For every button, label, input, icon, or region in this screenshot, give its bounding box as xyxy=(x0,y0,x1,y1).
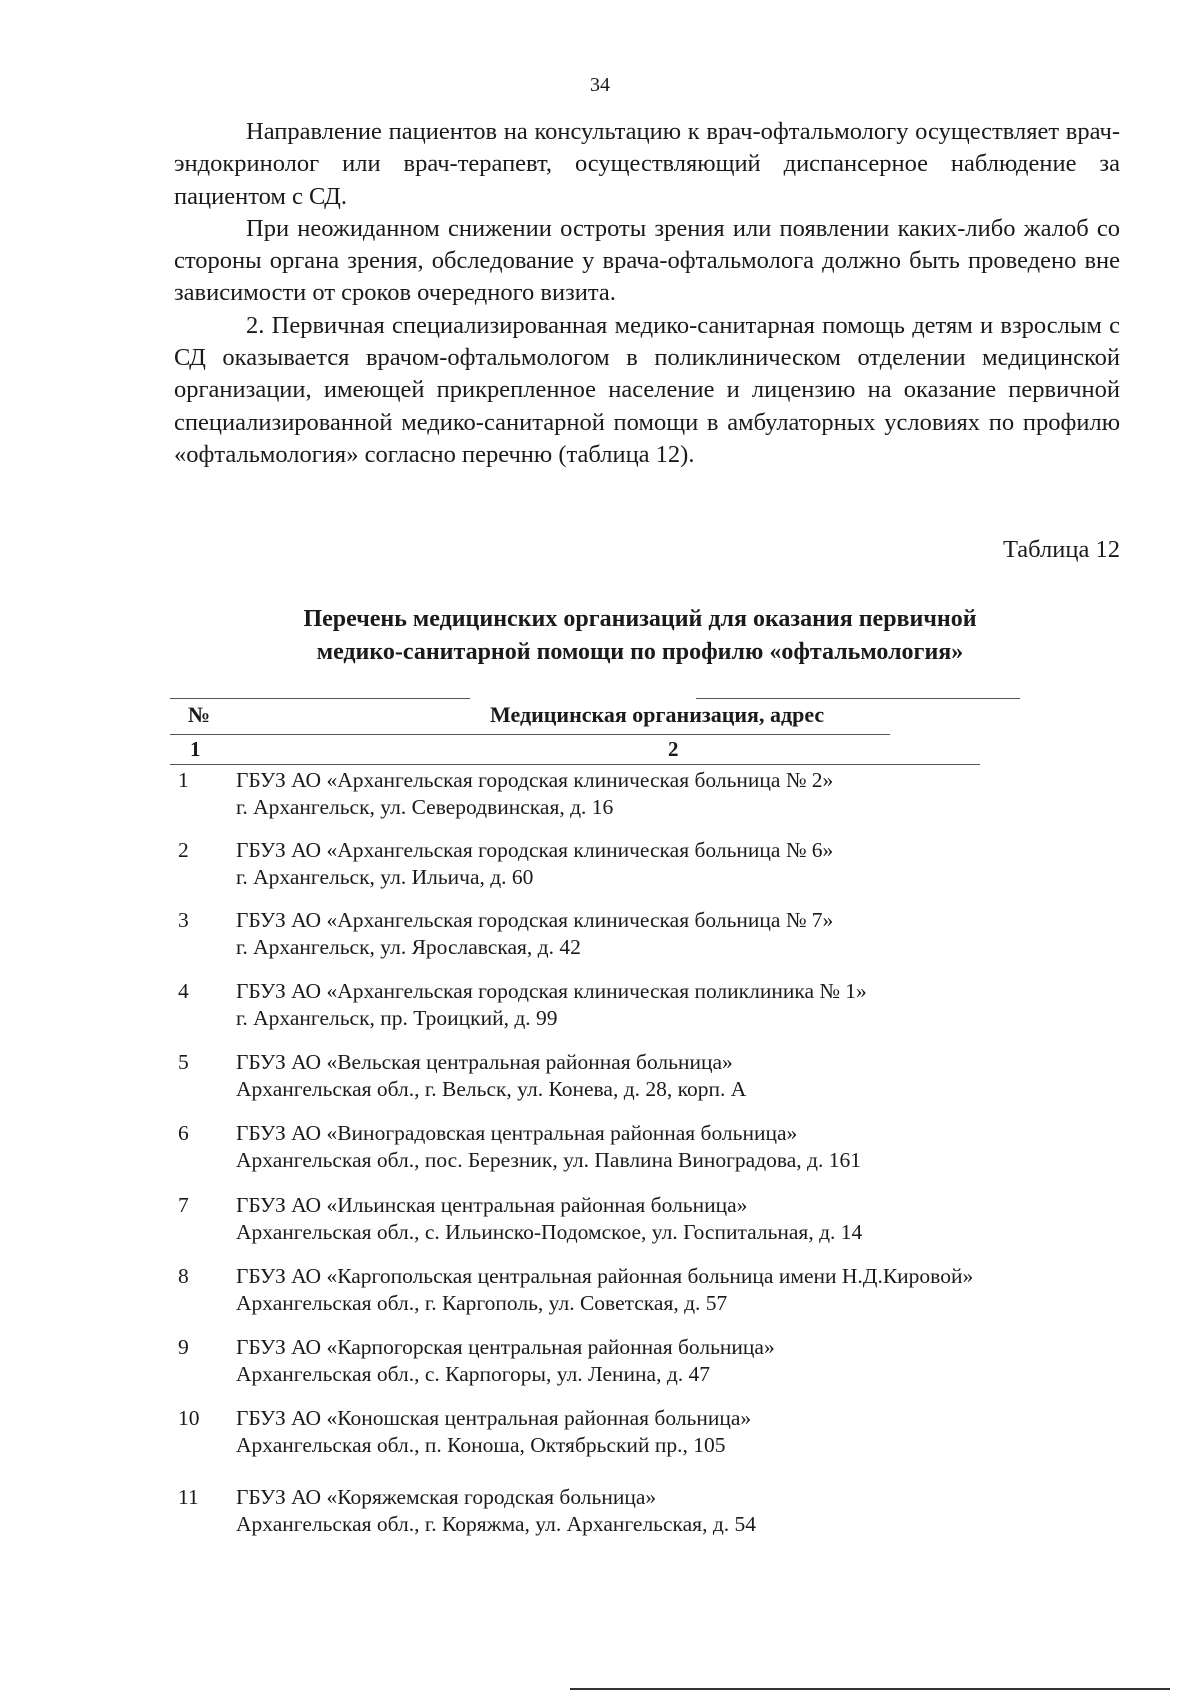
paragraph-referral: Направление пациентов на консультацию к врач-офтальмологу осуществляет врач-эндокринолог или врач-терапевт, осуществляющий диспансерное наблюдение за пациентом с СД. xyxy=(174,118,1120,210)
org-name: ГБУЗ АО «Архангельская городская клиническая поликлиника № 1» xyxy=(236,979,867,1003)
table-caption: Таблица 12 xyxy=(1002,536,1120,563)
header-row xyxy=(170,698,1020,734)
row-organization xyxy=(236,1192,862,1246)
row-number: 9 xyxy=(178,1335,189,1359)
org-address: г. Архангельск, ул. Северодвинская, д. 16 xyxy=(236,795,614,819)
org-name: ГБУЗ АО «Коношская центральная районная больница» xyxy=(236,1406,752,1430)
org-name: ГБУЗ АО «Ильинская центральная районная больница» xyxy=(236,1193,748,1217)
row-number: 10 xyxy=(178,1406,200,1430)
index-bottom-rule xyxy=(170,764,980,765)
row-number: 3 xyxy=(178,908,189,932)
org-address: г. Архангельск, ул. Ярославская, д. 42 xyxy=(236,935,581,959)
row-number: 7 xyxy=(178,1193,189,1217)
table-title-line-1: Перечень медицинских организаций для оказания первичной xyxy=(303,606,977,632)
table-header xyxy=(170,698,1020,764)
index-row xyxy=(170,734,1020,764)
row-organization xyxy=(236,767,833,821)
row-organization xyxy=(236,1049,746,1103)
body-text xyxy=(174,116,1120,471)
paragraph-primary-care: 2. Первичная специализированная медико-санитарная помощь детям и взрослым с СД оказывается врачом-офтальмологом в поликлиническом отделении медицинской организации, имеющей прикрепленное население и лицензию на оказание первичной специализированной медико-санитарной помощи в амбулаторных условиях по профилю «офтальмология» согласно перечню (таблица 12). xyxy=(174,311,1120,468)
row-number: 4 xyxy=(178,979,189,1003)
org-name: ГБУЗ АО «Коряжемская городская больница» xyxy=(236,1485,657,1509)
row-organization xyxy=(236,1484,756,1538)
org-address: Архангельская обл., пос. Березник, ул. Павлина Виноградова, д. 161 xyxy=(236,1148,861,1172)
org-address: Архангельская обл., г. Коряжма, ул. Архангельская, д. 54 xyxy=(236,1512,757,1536)
paragraph-sudden-vision-loss: При неожиданном снижении остроты зрения или появлении каких-либо жалоб со стороны органа зрения, обследование у врача-офтальмолога должно быть проведено вне зависимости от сроков очередного визита. xyxy=(174,214,1120,307)
org-name: ГБУЗ АО «Вельская центральная районная больница» xyxy=(236,1050,733,1074)
index-number: 1 xyxy=(190,737,201,761)
org-name: ГБУЗ АО «Архангельская городская клиническая больница № 2» xyxy=(236,768,834,792)
row-number: 5 xyxy=(178,1050,189,1074)
org-address: Архангельская обл., г. Вельск, ул. Конева, д. 28, корп. А xyxy=(236,1077,747,1101)
header-number: № xyxy=(188,702,211,727)
row-organization xyxy=(236,1263,973,1317)
row-organization xyxy=(236,907,833,961)
row-organization xyxy=(236,1334,775,1388)
page-number: 34 xyxy=(590,74,610,96)
org-address: Архангельская обл., п. Коноша, Октябрьский пр., 105 xyxy=(236,1433,726,1457)
org-name: ГБУЗ АО «Виноградовская центральная районная больница» xyxy=(236,1121,798,1145)
table-title-line-2: медико-санитарной помощи по профилю «офтальмология» xyxy=(316,639,964,665)
row-number: 1 xyxy=(178,768,189,792)
org-name: ГБУЗ АО «Архангельская городская клиническая больница № 7» xyxy=(236,908,834,932)
row-number: 8 xyxy=(178,1264,189,1288)
row-number: 11 xyxy=(178,1485,199,1509)
row-organization xyxy=(236,1120,861,1174)
org-address: Архангельская обл., с. Карпогоры, ул. Ленина, д. 47 xyxy=(236,1362,711,1386)
row-number: 2 xyxy=(178,838,189,862)
org-address: г. Архангельск, пр. Троицкий, д. 99 xyxy=(236,1006,558,1030)
header-organization: Медицинская организация, адрес xyxy=(490,702,825,727)
org-name: ГБУЗ АО «Каргопольская центральная районная больница имени Н.Д.Кировой» xyxy=(236,1264,974,1288)
org-address: Архангельская обл., г. Каргополь, ул. Советская, д. 57 xyxy=(236,1291,728,1315)
row-number: 6 xyxy=(178,1121,189,1145)
org-address: г. Архангельск, ул. Ильича, д. 60 xyxy=(236,865,534,889)
table-title xyxy=(200,603,1080,669)
row-organization xyxy=(236,1405,751,1459)
page-bottom-rule xyxy=(570,1688,1170,1690)
org-address: Архангельская обл., с. Ильинско-Подомское, ул. Госпитальная, д. 14 xyxy=(236,1220,863,1244)
org-name: ГБУЗ АО «Карпогорская центральная районная больница» xyxy=(236,1335,775,1359)
org-name: ГБУЗ АО «Архангельская городская клиническая больница № 6» xyxy=(236,838,834,862)
index-organization: 2 xyxy=(668,737,679,761)
row-organization xyxy=(236,837,833,891)
row-organization xyxy=(236,978,867,1032)
